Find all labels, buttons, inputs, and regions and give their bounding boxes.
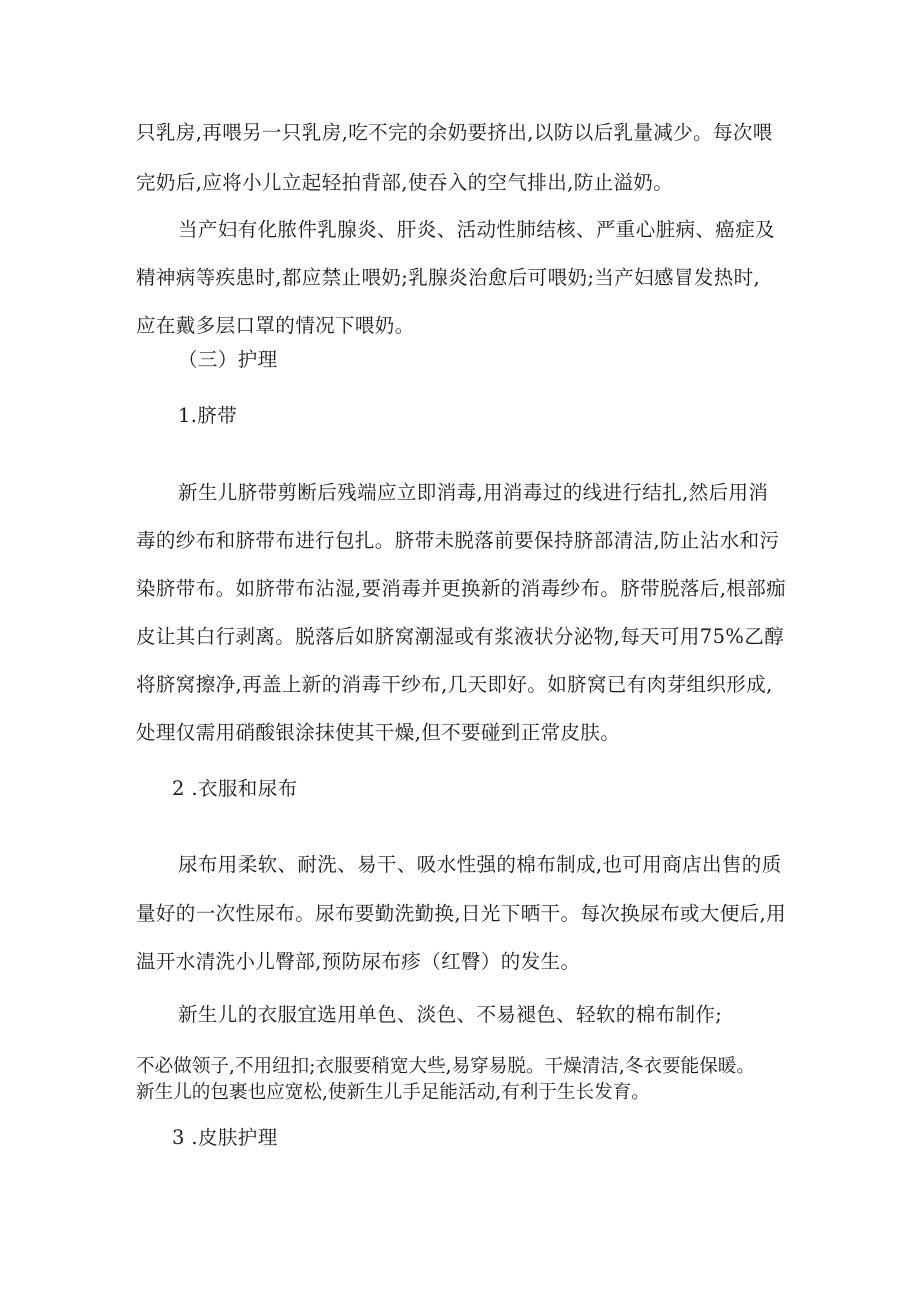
text-line: 将脐窝擦净,再盖上新的消毒干纱布,几天即好。如脐窝已有肉芽组织形成,	[136, 673, 773, 696]
text-line: 毒的纱布和脐带布进行包扎。脐带未脱落前要保持脐部清洁,防止沾水和污	[136, 529, 780, 552]
subsection-heading: 1.脐带	[178, 404, 238, 427]
text-line: 应在戴多层口罩的情况下喂奶。	[136, 314, 415, 337]
text-line: 精神病等疾患时,都应禁止喂奶;乳腺炎治愈后可喂奶;当产妇感冒发热时,	[136, 266, 761, 289]
text-line: 温开水清洗小儿臀部,预防尿布疹（红臀）的发生。	[136, 950, 581, 973]
text-line: 皮让其白行剥离。脱落后如脐窝潮湿或有浆液状分泌物,每天可用75%乙醇	[136, 625, 785, 648]
text-line: 新生儿的衣服宜选用单色、淡色、不易褪色、轻软的棉布制作;	[178, 1003, 723, 1026]
subsection-heading: 2 .衣服和尿布	[172, 777, 298, 800]
text-line: 染脐带布。如脐带布沾湿,要消毒并更换新的消毒纱布。脐带脱落后,根部痂	[136, 577, 786, 600]
subsection-heading: 3 .皮肤护理	[172, 1126, 278, 1149]
text-line: 不必做领子,不用纽扣;衣服要稍宽大些,易穿易脱。干燥清洁,冬衣要能保暖。	[136, 1056, 755, 1077]
text-line: 新生儿的包裹也应宽松,使新生儿手足能活动,有利于生长发育。	[136, 1082, 650, 1103]
section-heading: （三）护理	[178, 348, 278, 371]
text-line: 只乳房,再喂另一只乳房,吃不完的余奶要挤出,以防以后乳量减少。每次喂	[136, 121, 773, 144]
text-line: 完奶后,应将小儿立起轻拍背部,使吞入的空气排出,防止溢奶。	[136, 171, 674, 194]
text-line: 量好的一次性尿布。尿布要勤洗勤换,日光下晒干。每次换尿布或大便后,用	[136, 902, 786, 925]
text-line: 尿布用柔软、耐洗、易干、吸水性强的棉布制成,也可用商店出售的质	[178, 853, 782, 876]
text-line: 新生儿脐带剪断后残端应立即消毒,用消毒过的线进行结扎,然后用消	[178, 481, 769, 504]
text-line: 处理仅需用硝酸银涂抹使其干燥,但不要碰到正常皮肤。	[136, 721, 621, 744]
text-line: 当产妇有化脓件乳腺炎、肝炎、活动性肺结核、严重心脏病、癌症及	[178, 218, 776, 241]
